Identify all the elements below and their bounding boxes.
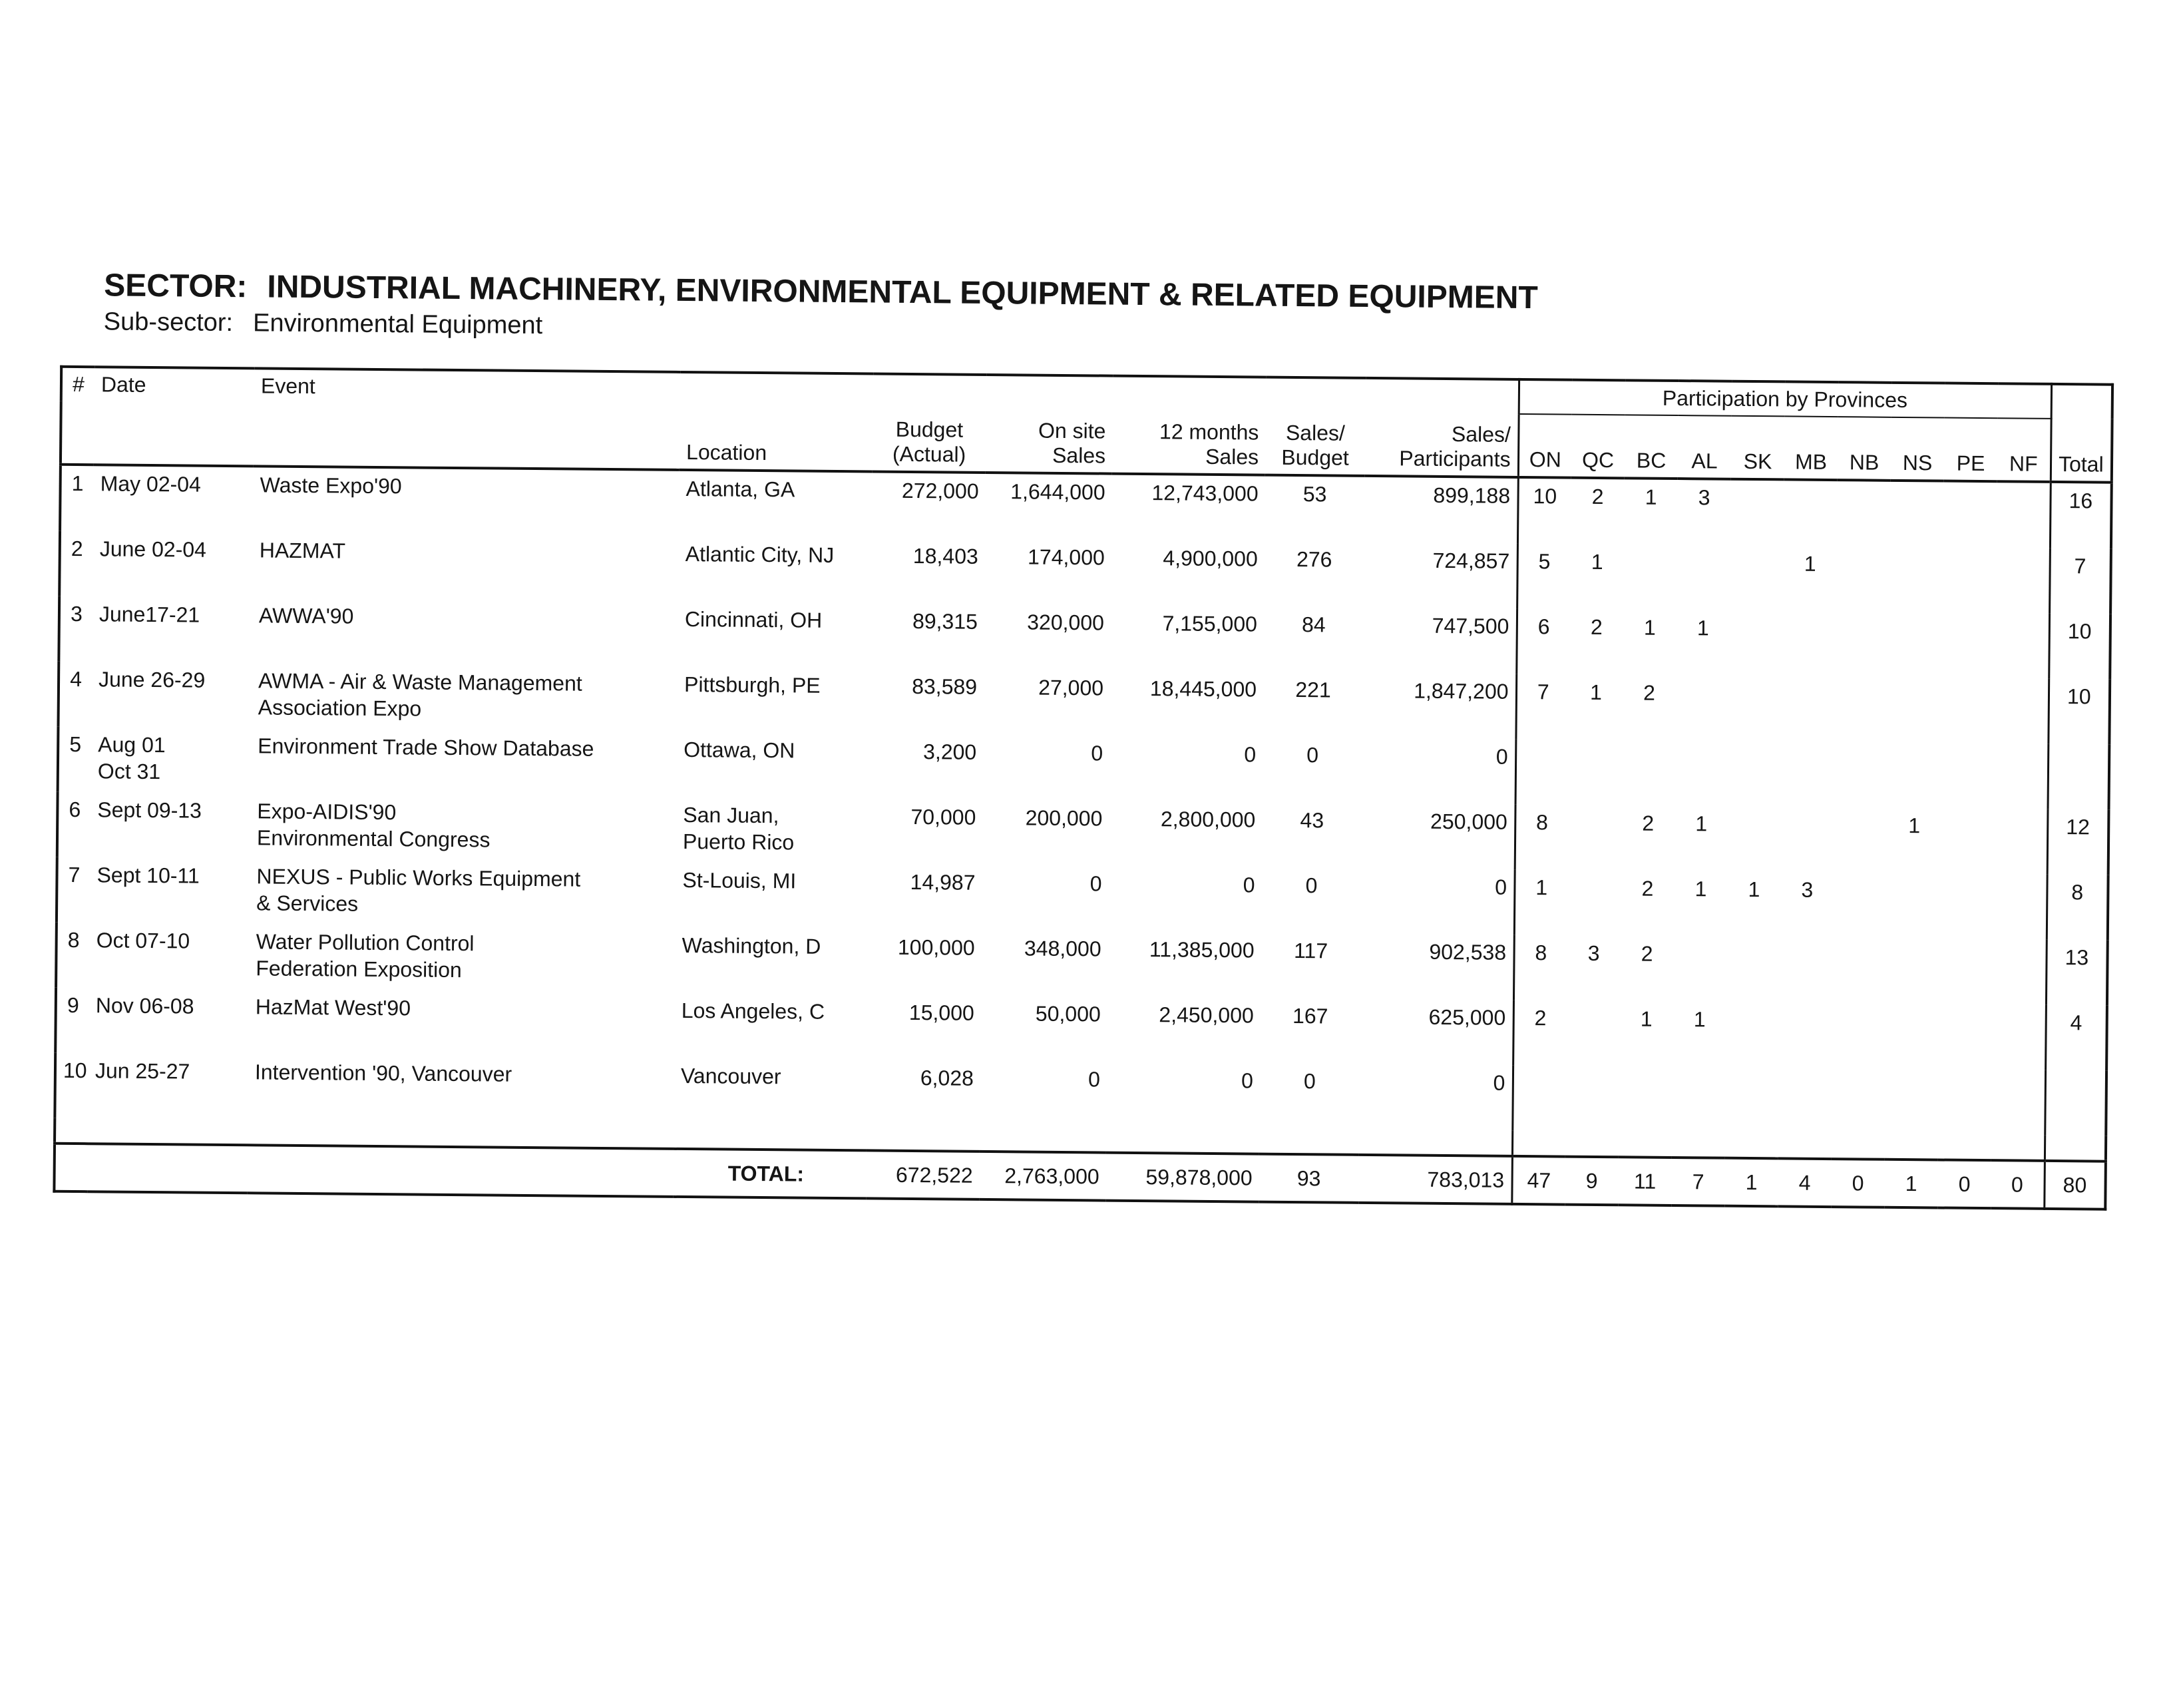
col-header-province-mb: MB: [1784, 416, 1838, 480]
row-province-nb: [1835, 742, 1889, 808]
row-onsite-sales: 1,644,000: [1010, 479, 1105, 505]
row-date: June17-21: [99, 602, 200, 627]
row-province-sk: [1730, 546, 1784, 612]
spacer-cell: [2045, 1136, 2106, 1162]
row-date: Aug 01 Oct 31: [97, 732, 166, 783]
row-province-qc: 1: [1591, 549, 1603, 574]
spacer-cell: [1106, 1127, 1259, 1154]
row-sales-budget: 117: [1293, 938, 1328, 963]
row-onsite-sales: 0: [1091, 741, 1103, 765]
row-province-qc: [1566, 1000, 1620, 1066]
row-province-sk: [1728, 676, 1782, 742]
row-budget: 70,000: [910, 804, 976, 829]
sector-label: SECTOR:: [104, 268, 248, 305]
row-location: St-Louis, MI: [682, 867, 797, 893]
row-province-on: 8: [1513, 935, 1567, 1001]
row-sales-participants: 625,000: [1428, 1004, 1506, 1030]
row-event: HazMat West'90: [255, 994, 411, 1020]
row-province-qc: [1569, 740, 1623, 805]
row-total: [2048, 744, 2110, 810]
row-onsite-sales: 348,000: [1024, 936, 1101, 961]
events-table: [53, 365, 2114, 1211]
row-province-bc: [1622, 740, 1676, 806]
col-header-onsite: On site Sales: [986, 375, 1113, 473]
row-budget: 272,000: [901, 478, 979, 503]
row-province-ns: [1889, 547, 1943, 613]
row-event: HAZMAT: [259, 538, 346, 563]
row-province-bc: 2: [1641, 876, 1654, 901]
row-province-on: 6: [1516, 609, 1570, 675]
spacer-cell: [1991, 1135, 2045, 1161]
row-onsite-sales: 0: [1088, 1067, 1101, 1092]
row-date: Sept 10-11: [97, 863, 200, 888]
row-total: 12: [2047, 809, 2109, 875]
row-budget: 89,315: [912, 608, 978, 634]
row-budget: 83,589: [912, 674, 978, 699]
row-total: 16: [2050, 482, 2112, 549]
totals-province-pe: 0: [1937, 1160, 1991, 1208]
row-province-bc: 2: [1641, 941, 1653, 966]
table-header: [61, 367, 2112, 483]
col-header-province-pe: PE: [1944, 417, 1998, 481]
col-header-num: #: [61, 367, 95, 465]
row-date: June 02-04: [99, 536, 207, 562]
row-province-qc: [1567, 870, 1621, 936]
row-province-ns: [1889, 612, 1943, 678]
row-province-pe: [1943, 481, 1997, 548]
row-province-sk: [1726, 937, 1780, 1002]
row-sales-participants: 747,500: [1432, 613, 1509, 638]
row-province-ns: [1888, 678, 1942, 744]
row-event: NEXUS - Public Works Equipment & Services: [256, 864, 581, 916]
totals-province-bc: 11: [1618, 1157, 1672, 1205]
row-province-on: 5: [1517, 544, 1571, 610]
spacer-cell: [1619, 1132, 1672, 1158]
col-header-province-al: AL: [1678, 415, 1732, 479]
row-province-nf: [1992, 1004, 2046, 1070]
row-event: Intervention '90, Vancouver: [254, 1060, 512, 1086]
spacer-cell: [980, 1126, 1106, 1153]
row-province-mb: [1779, 1002, 1833, 1068]
col-header-sales-budget: Sales/ Budget: [1265, 377, 1366, 476]
row-total: 8: [2047, 875, 2108, 941]
row-province-mb: [1784, 479, 1838, 546]
row-province-ns: [1885, 1004, 1939, 1070]
row-sales-participants: 0: [1495, 744, 1508, 769]
row-province-pe: [1939, 1004, 1993, 1070]
row-event: AWMA - Air & Waste Management Association Expo: [258, 668, 582, 721]
col-header-province-qc: QC: [1571, 414, 1625, 478]
row-date: Jun 25-27: [95, 1058, 190, 1084]
row-province-mb: [1781, 807, 1835, 873]
col-header-province-nb: NB: [1838, 417, 1891, 481]
sector-value: INDUSTRIAL MACHINERY, ENVIRONMENTAL EQUIPMENT & RELATED EQUIPMENT: [267, 269, 1538, 316]
row-total: 13: [2046, 940, 2108, 1006]
row-province-bc: 1: [1640, 1006, 1653, 1031]
row-12months-sales: 11,385,000: [1149, 937, 1255, 962]
row-12months-sales: 2,800,000: [1160, 807, 1256, 832]
row-province-sk: [1726, 1002, 1780, 1068]
totals-province-nb: 0: [1831, 1159, 1885, 1207]
row-total: 10: [2049, 614, 2110, 680]
row-province-pe: [1943, 547, 1997, 613]
subsector-label: Sub-sector:: [103, 308, 234, 337]
row-province-mb: 3: [1801, 877, 1814, 902]
row-12months-sales: 4,900,000: [1163, 546, 1258, 571]
row-12months-sales: 0: [1243, 873, 1255, 897]
totals-onsite-sales: 2,763,000: [979, 1152, 1106, 1201]
row-event: Waste Expo'90: [260, 473, 402, 499]
totals-province-al: 7: [1671, 1158, 1725, 1206]
row-province-nf: [1995, 744, 2049, 809]
spacer-cell: [1259, 1128, 1359, 1154]
row-event: Water Pollution Control Federation Exposition: [256, 929, 475, 982]
row-province-on: 8: [1515, 805, 1569, 871]
row-12months-sales: 18,445,000: [1149, 676, 1257, 702]
row-province-pe: [1940, 873, 1994, 939]
row-province-al: 3: [1698, 485, 1710, 510]
row-province-on: 2: [1513, 1000, 1567, 1066]
row-province-sk: [1730, 479, 1784, 546]
row-number: 3: [70, 601, 83, 626]
row-province-nf: [1995, 678, 2049, 744]
row-onsite-sales: 174,000: [1027, 544, 1105, 570]
row-sales-participants: 902,538: [1429, 939, 1507, 964]
row-12months-sales: 12,743,000: [1151, 480, 1259, 506]
row-province-bc: 2: [1642, 811, 1655, 835]
row-province-al: 1: [1693, 1007, 1706, 1032]
row-province-al: [1675, 676, 1729, 742]
row-date: May 02-04: [100, 471, 202, 497]
spacer-cell: [1885, 1134, 1938, 1160]
row-province-bc: 1: [1645, 485, 1657, 509]
row-province-nf: [1994, 809, 2048, 875]
row-sales-budget: 53: [1302, 481, 1327, 507]
col-header-province-nf: NF: [1997, 418, 2051, 482]
row-location: Atlanta, GA: [686, 476, 795, 502]
row-province-sk: [1729, 611, 1783, 677]
row-12months-sales: 7,155,000: [1162, 611, 1258, 636]
col-header-location: Location: [680, 372, 873, 471]
spacer-cell: [248, 1120, 674, 1149]
row-location: Vancouver: [680, 1063, 781, 1089]
totals-province-ns: 1: [1884, 1160, 1938, 1208]
totals-budget: 672,522: [866, 1150, 980, 1199]
row-sales-budget: 0: [1306, 742, 1319, 767]
row-date: June 26-29: [98, 667, 206, 692]
col-header-province-bc: BC: [1625, 415, 1679, 479]
row-province-nb: [1836, 612, 1889, 678]
row-number: 4: [70, 666, 83, 691]
document-heading: [104, 267, 1538, 349]
row-location: Ottawa, ON: [684, 737, 795, 763]
row-12months-sales: 0: [1241, 1068, 1254, 1093]
row-number: 6: [69, 797, 81, 821]
row-number: 8: [67, 927, 80, 952]
row-12months-sales: 0: [1244, 742, 1257, 767]
row-location: Washington, D: [682, 933, 821, 959]
row-province-ns: 1: [1908, 813, 1921, 838]
row-number: 7: [68, 862, 81, 887]
row-sales-budget: 167: [1292, 1003, 1328, 1028]
col-header-date: Date: [94, 367, 254, 466]
row-budget: 3,200: [922, 739, 977, 764]
spacer-cell: [1565, 1131, 1619, 1157]
row-province-al: [1677, 545, 1730, 611]
spacer-cell: [1778, 1133, 1832, 1159]
row-date: Nov 06-08: [95, 993, 194, 1018]
totals-sales-budget: 93: [1259, 1154, 1359, 1202]
row-province-qc: 2: [1591, 484, 1604, 509]
col-header-sales-participants: Sales/ Participants: [1365, 378, 1519, 477]
row-province-al: [1672, 1067, 1726, 1133]
row-province-nb: [1835, 677, 1889, 743]
row-province-bc: 1: [1643, 615, 1656, 640]
row-sales-participants: 0: [1493, 1070, 1505, 1095]
spacer-cell: [1672, 1132, 1725, 1158]
row-province-pe: [1942, 612, 1996, 678]
row-province-ns: [1885, 1069, 1939, 1135]
row-event: Environment Trade Show Database: [258, 734, 594, 761]
totals-province-qc: 9: [1565, 1156, 1619, 1205]
row-province-nf: [1993, 939, 2047, 1005]
row-province-ns: [1887, 873, 1941, 939]
col-header-budget: Budget (Actual): [873, 373, 986, 472]
row-province-mb: [1782, 611, 1836, 677]
row-sales-budget: 43: [1300, 807, 1324, 833]
row-sales-budget: 0: [1303, 1068, 1316, 1094]
row-sales-budget: 221: [1295, 677, 1331, 702]
row-location: Los Angeles, C: [681, 998, 825, 1024]
row-province-pe: [1938, 1069, 1992, 1135]
row-province-al: 1: [1695, 811, 1708, 836]
col-header-province-sk: SK: [1731, 416, 1785, 480]
row-location: Cincinnati, OH: [684, 606, 823, 632]
row-province-qc: [1565, 1066, 1619, 1132]
row-location: Pittsburgh, PE: [684, 672, 821, 698]
totals-12months-sales: 59,878,000: [1105, 1152, 1259, 1201]
row-province-sk: 1: [1748, 877, 1760, 901]
row-sales-participants: 724,857: [1432, 548, 1510, 573]
row-budget: 6,028: [920, 1065, 974, 1090]
row-province-nf: [1997, 481, 2051, 548]
row-province-bc: [1619, 1066, 1673, 1132]
row-province-on: 1: [1514, 870, 1568, 936]
row-province-qc: 2: [1590, 614, 1603, 639]
row-onsite-sales: 200,000: [1025, 805, 1103, 831]
totals-province-on: 47: [1511, 1156, 1565, 1205]
row-sales-participants: 1,847,200: [1414, 678, 1509, 704]
subsector-value: Environmental Equipment: [252, 309, 543, 340]
row-province-pe: [1941, 808, 1995, 874]
row-province-nb: [1832, 1068, 1885, 1134]
col-header-12months: 12 months Sales: [1112, 376, 1266, 475]
row-sales-participants: 0: [1495, 875, 1507, 899]
row-location: Atlantic City, NJ: [685, 541, 835, 567]
row-province-nf: [1991, 1070, 2045, 1136]
row-total: 4: [2045, 1005, 2107, 1071]
row-sales-budget: 84: [1301, 612, 1326, 637]
row-sales-budget: 276: [1296, 546, 1332, 572]
col-header-total: Total: [2051, 384, 2112, 483]
row-onsite-sales: 320,000: [1027, 610, 1105, 635]
totals-label: TOTAL:: [54, 1144, 867, 1199]
row-province-qc: 3: [1587, 941, 1600, 965]
row-province-on: 7: [1515, 674, 1569, 740]
row-event: AWWA'90: [258, 603, 354, 628]
row-province-qc: 1: [1589, 680, 1603, 704]
row-onsite-sales: 0: [1089, 871, 1102, 896]
row-total: 10: [2048, 679, 2110, 745]
row-province-al: [1673, 937, 1727, 1002]
row-province-bc: [1623, 544, 1677, 610]
totals-province-sk: 1: [1724, 1158, 1778, 1206]
col-header-province-on: ON: [1518, 414, 1572, 478]
row-sales-participants: 899,188: [1433, 483, 1511, 508]
row-number: 9: [67, 992, 79, 1017]
row-province-al: 1: [1694, 877, 1707, 901]
row-province-nf: [1993, 874, 2047, 940]
row-province-ns: [1886, 939, 1940, 1004]
row-sales-budget: 0: [1305, 873, 1318, 898]
row-province-nf: [1996, 548, 2050, 614]
row-province-ns: [1890, 481, 1944, 548]
totals-sales-participants: 783,013: [1358, 1155, 1512, 1204]
row-budget: 18,403: [912, 543, 978, 568]
row-province-sk: [1728, 742, 1782, 807]
row-date: Oct 07-10: [96, 928, 190, 953]
row-province-pe: [1939, 939, 1993, 1004]
row-province-sk: [1728, 807, 1782, 873]
spacer-cell: [867, 1125, 980, 1151]
row-12months-sales: 2,450,000: [1159, 1002, 1254, 1028]
row-province-on: 10: [1517, 477, 1571, 544]
row-sales-participants: 250,000: [1430, 809, 1507, 834]
row-total: 7: [2049, 548, 2111, 614]
row-number: 10: [63, 1058, 87, 1082]
row-onsite-sales: 27,000: [1038, 675, 1104, 700]
totals-province-nf: 0: [1991, 1160, 2045, 1209]
row-province-mb: [1782, 676, 1836, 742]
row-number: 1: [71, 471, 84, 495]
row-province-pe: [1941, 743, 1995, 809]
row-province-nf: [1995, 613, 2049, 679]
row-province-bc: 2: [1643, 680, 1656, 705]
totals-grand-total: 80: [2044, 1161, 2106, 1209]
row-province-nb: [1832, 1003, 1886, 1069]
row-budget: 15,000: [908, 1000, 974, 1025]
row-province-sk: [1725, 1067, 1779, 1133]
spacer-cell: [1938, 1134, 1991, 1160]
row-province-mb: [1780, 937, 1834, 1003]
row-province-on: [1515, 740, 1569, 805]
row-province-nb: [1837, 480, 1891, 547]
row-province-nb: [1834, 873, 1887, 939]
spacer-cell: [88, 1118, 248, 1145]
col-header-province-ns: NS: [1891, 417, 1945, 481]
col-header-event: Event: [254, 368, 680, 469]
row-province-nb: [1833, 938, 1887, 1004]
table-body: [54, 465, 2111, 1209]
row-onsite-sales: 50,000: [1035, 1001, 1101, 1026]
row-total: [2045, 1070, 2106, 1136]
spacer-cell: [55, 1118, 88, 1144]
spacer-cell: [1832, 1134, 1885, 1160]
row-province-ns: [1888, 743, 1942, 809]
row-province-on: [1512, 1066, 1566, 1132]
row-province-nb: [1834, 807, 1888, 873]
sector-line: [104, 267, 1538, 316]
col-header-participation: Participation by Provinces: [1519, 379, 2051, 419]
row-province-mb: [1782, 742, 1836, 807]
row-budget: 100,000: [897, 935, 975, 960]
totals-province-mb: 4: [1778, 1158, 1832, 1207]
row-province-nb: [1836, 546, 1890, 612]
spacer-cell: [1359, 1130, 1512, 1156]
row-date: Sept 09-13: [97, 797, 202, 823]
row-province-mb: 1: [1804, 551, 1816, 576]
row-number: 5: [69, 732, 82, 756]
row-province-al: 1: [1696, 616, 1709, 640]
row-province-al: [1675, 741, 1729, 807]
spacer-cell: [1725, 1132, 1778, 1158]
row-number: 2: [71, 536, 83, 560]
row-province-mb: [1778, 1068, 1832, 1134]
row-province-pe: [1941, 678, 1995, 744]
spacer-cell: [674, 1124, 867, 1151]
row-budget: 14,987: [910, 869, 976, 895]
row-location: San Juan, Puerto Rico: [682, 802, 795, 855]
row-event: Expo-AIDIS'90 Environmental Congress: [256, 799, 491, 852]
row-province-qc: [1568, 805, 1622, 871]
spacer-cell: [1512, 1131, 1565, 1157]
